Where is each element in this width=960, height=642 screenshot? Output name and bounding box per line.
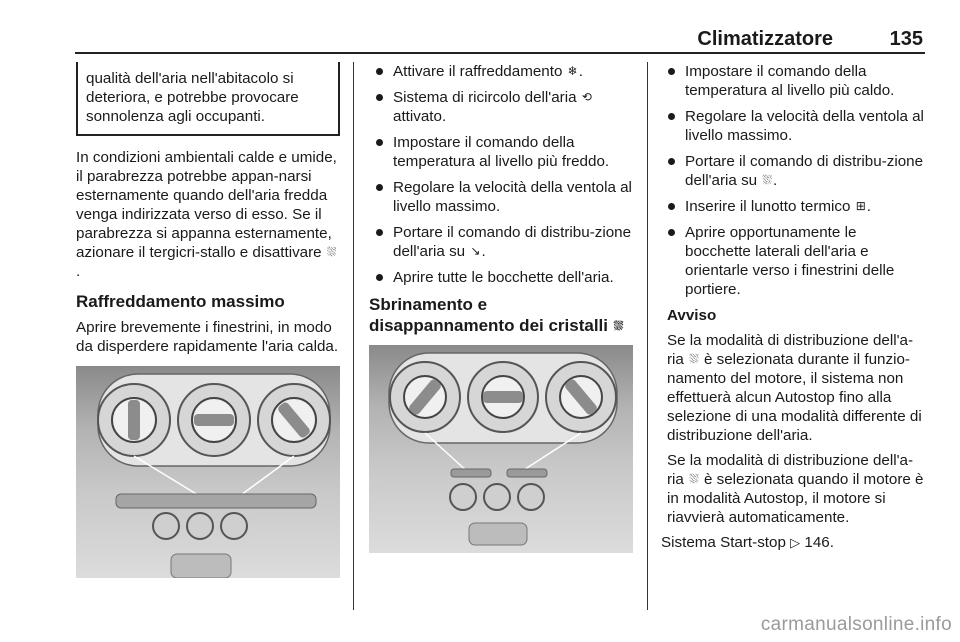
column-left xyxy=(76,62,340,578)
list-item: Regolare la velocità della ventola al livello massimo. xyxy=(369,178,633,216)
warning-box xyxy=(76,62,340,136)
page-number: 135 xyxy=(889,28,923,50)
warning-text: qualità dell'aria nell'abitacolo si deteriora, e potrebbe provocare sonnolenza agli occupanti. xyxy=(86,70,299,125)
list-item: Regolare la velocità della ventola al livello massimo. xyxy=(661,107,926,145)
defrost-icon: ⛆ xyxy=(689,352,699,366)
column-divider xyxy=(647,62,648,610)
list-item: Portare il comando di distribu-zione dell'aria su ↘. xyxy=(369,223,633,261)
intro-text: In condizioni ambientali calde e umide, il parabrezza potrebbe appan-narsi esternamente quando dell'aria fredda venga indirizzata verso di esso. Se il parabrezza si appanna esternamente, azionare il tergicri-stallo e disattivare xyxy=(76,149,337,261)
list-item: Impostare il comando della temperatura al livello più caldo. xyxy=(661,62,926,100)
climate-control-illustration-1 xyxy=(76,366,340,578)
cooling-steps-list xyxy=(369,62,633,287)
column-right xyxy=(661,62,926,562)
defrost-icon: ⛆ xyxy=(613,319,624,333)
watermark: carmanualsonline.info xyxy=(760,614,952,635)
floor-vent-icon: ↘ xyxy=(470,244,481,258)
note-paragraph-2: Se la modalità di distribuzione dell'a-ria ⛆ è selezionata quando il motore è in modalità Autostop, il motore si riavvierà automaticamente. xyxy=(667,452,924,526)
list-item: Impostare il comando della temperatura al livello più freddo. xyxy=(369,133,633,171)
list-item: Attivare il raffreddamento ❄. xyxy=(369,62,633,81)
rear-window-heater-icon: ⊞ xyxy=(855,199,866,213)
climate-control-illustration-2 xyxy=(369,345,633,553)
defrost-icon: ⛆ xyxy=(326,245,337,259)
column-middle xyxy=(369,62,633,553)
heading-defrost: Sbrinamento e disappannamento dei cristalli ⛆ xyxy=(369,295,624,335)
heading-max-cooling: Raffreddamento massimo xyxy=(76,292,285,311)
defrost-icon: ⛆ xyxy=(689,472,699,486)
dashboard-panel-drawing xyxy=(76,366,340,578)
list-item: Sistema di ricircolo dell'aria ⟲ attivato. xyxy=(369,88,633,126)
note-title: Avviso xyxy=(667,307,717,324)
defrost-steps-list xyxy=(661,62,926,299)
list-item: Aprire tutte le bocchette dell'aria. xyxy=(369,268,633,287)
max-cooling-paragraph: Aprire brevemente i finestrini, in modo da disperdere rapidamente l'aria calda. xyxy=(76,319,339,355)
list-item: Portare il comando di distribu-zione dell'aria su ⛆. xyxy=(661,152,926,190)
list-item: Inserire il lunotto termico ⊞. xyxy=(661,197,926,216)
note-paragraph-1: Se la modalità di distribuzione dell'a-ria ⛆ è selezionata durante il funzio-namento del motore, il sistema non effettuerà alcun Autostop fino alla selezione di una modalità differente di distribuzione dell'aria. xyxy=(667,332,922,444)
intro-paragraph xyxy=(76,148,340,281)
header-title: Climatizzatore xyxy=(697,28,833,50)
dashboard-panel-drawing xyxy=(369,345,633,553)
cooling-icon: ❄ xyxy=(567,64,578,78)
intro-end: . xyxy=(76,263,81,280)
cross-reference[interactable]: Sistema Start-stop ▷ 146. xyxy=(661,534,834,551)
column-divider xyxy=(353,62,354,610)
recirculation-icon: ⟲ xyxy=(581,90,592,104)
list-item: Aprire opportunamente le bocchette laterali dell'aria e orientarle verso i finestrini delle portiere. xyxy=(661,223,926,299)
page-header xyxy=(75,22,925,54)
note-block xyxy=(661,306,926,527)
defrost-icon: ⛆ xyxy=(762,173,772,187)
cross-reference-arrow-icon: ▷ xyxy=(790,535,801,550)
